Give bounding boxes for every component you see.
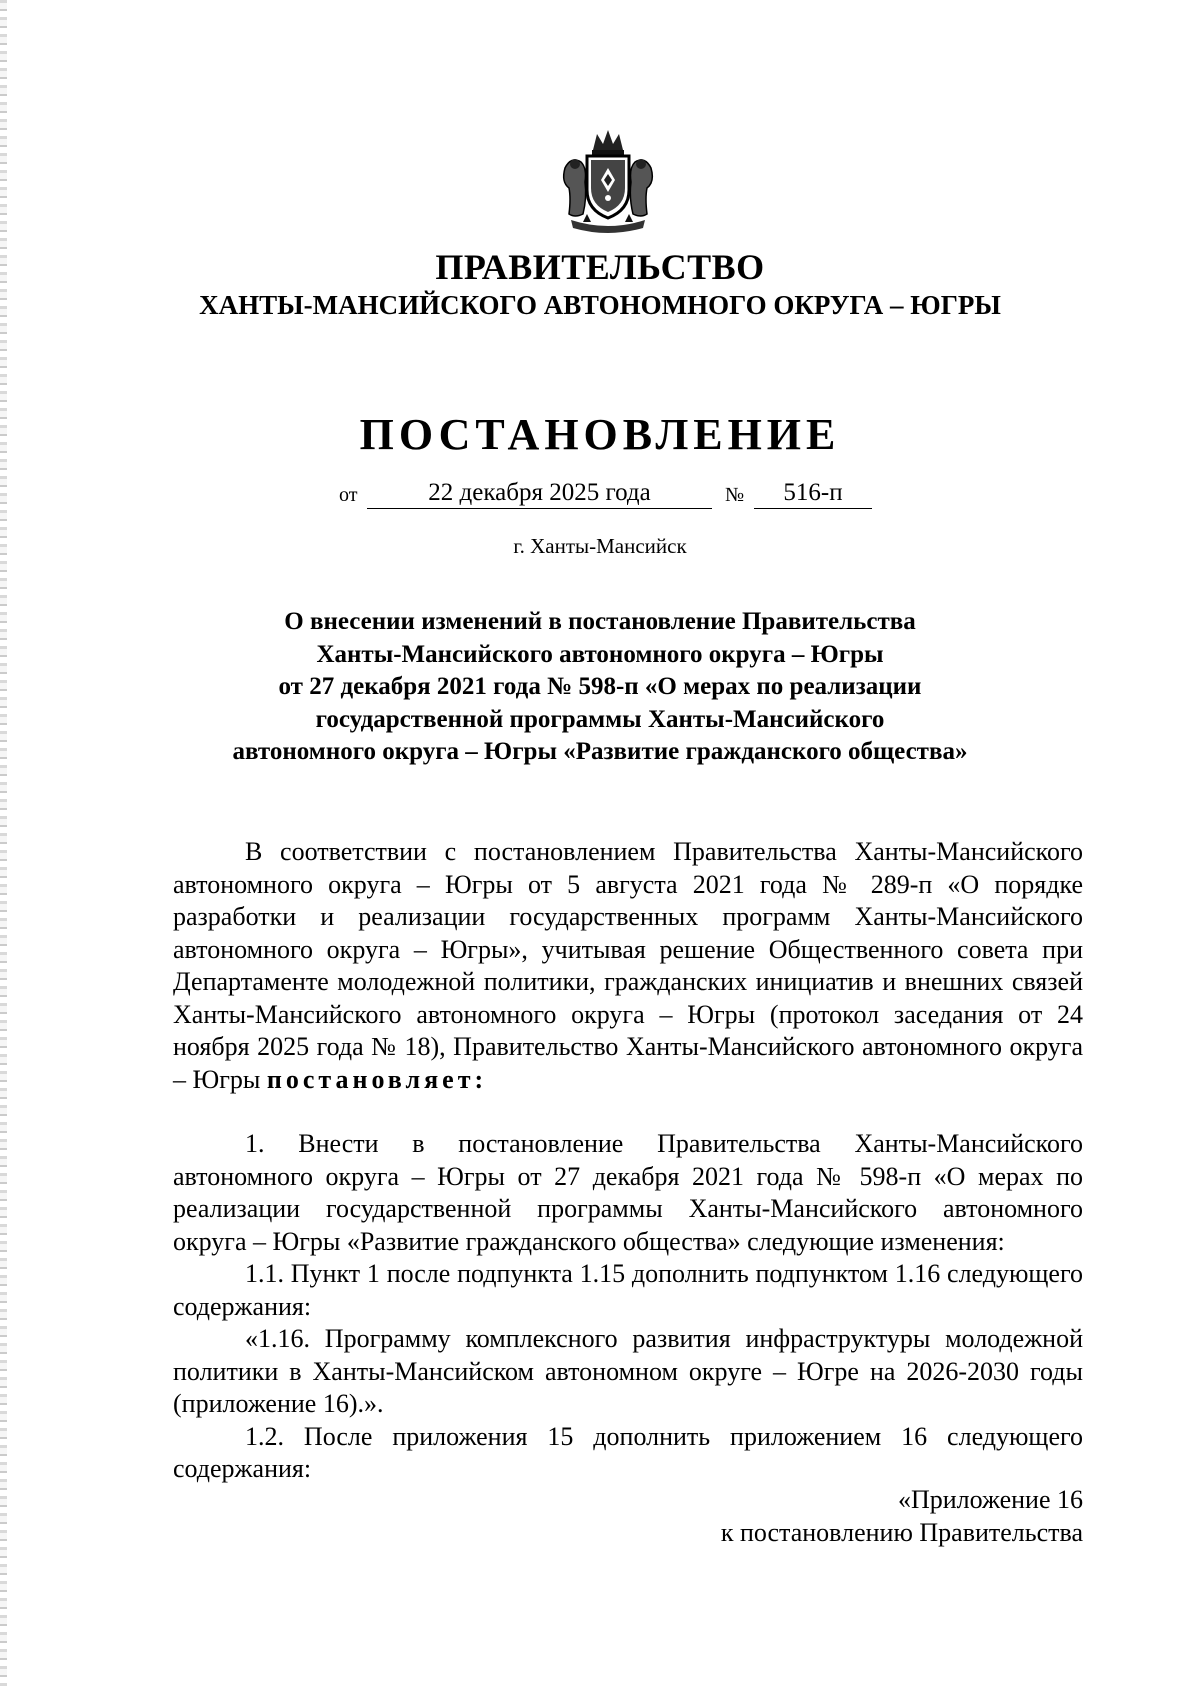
preamble-text: В соответствии с постановлением Правительства Ханты-Мансийского автономного округа – Югры от 5 августа 2021 года № 289-п «О порядке разработки и реализации государственных программ Ханты-Мансийского автономного округа – Югры», учитывая решение Общественного совета при Департаменте молодежной политики, гражданских инициатив и внешних связей Ханты-Мансийского автономного округа – Югры (протокол заседания от 24 ноября 2025 года № 18), Правительство Ханты-Мансийского автономного округа – Югры bbox=[173, 837, 1083, 1094]
city-line: г. Ханты-Мансийск bbox=[513, 534, 687, 558]
item-1-1-paragraph: 1.1. Пункт 1 после подпункта 1.15 дополнить подпунктом 1.16 следующего содержания: bbox=[173, 1259, 1083, 1321]
document-type-heading: ПОСТАНОВЛЕНИЕ bbox=[359, 410, 841, 459]
document-body bbox=[173, 836, 1083, 1486]
title-line: О внесении изменений в постановление Правительства bbox=[284, 608, 916, 635]
appendix-reference bbox=[721, 1484, 1083, 1549]
government-name-line2: ХАНТЫ-МАНСИЙСКОГО АВТОНОМНОГО ОКРУГА – ЮГРЫ bbox=[199, 290, 1001, 320]
government-name-line1: ПРАВИТЕЛЬСТВО bbox=[435, 247, 765, 287]
document-date: 22 декабря 2025 года bbox=[367, 478, 712, 509]
appendix-line: к постановлению Правительства bbox=[720, 1517, 1083, 1547]
item-1-16-paragraph: «1.16. Программу комплексного развития инфраструктуры молодежной политики в Ханты-Мансийском автономном округе – Югре на 2026-2030 годы (приложение 16).». bbox=[173, 1324, 1083, 1418]
decree-word: постановляет: bbox=[266, 1064, 488, 1094]
preamble-paragraph bbox=[173, 836, 1083, 1096]
title-line: автономного округа – Югры «Развитие гражданского общества» bbox=[232, 738, 968, 765]
item-1-2-paragraph: 1.2. После приложения 15 дополнить приложением 16 следующего содержания: bbox=[173, 1421, 1083, 1483]
khanty-mansi-coat-of-arms-icon bbox=[557, 128, 659, 236]
date-prefix: от bbox=[339, 484, 358, 506]
appendix-line: «Приложение 16 bbox=[897, 1485, 1083, 1514]
title-line: государственной программы Ханты-Мансийского bbox=[315, 705, 885, 733]
title-line: Ханты-Мансийского автономного округа – Югры bbox=[316, 640, 884, 668]
document-title bbox=[170, 606, 1030, 769]
item-1-paragraph: 1. Внести в постановление Правительства Ханты-Мансийского автономного округа – Югры от 27 декабря 2021 года № 598-п «О мерах по реализации государственной программы Ханты-Мансийского автономного округа – Югры «Развитие гражданского общества» следующие изменения: bbox=[173, 1129, 1083, 1256]
document-number: 516-п bbox=[754, 478, 872, 509]
number-prefix: № bbox=[725, 484, 745, 506]
title-line: от 27 декабря 2021 года № 598-п «О мерах по реализации bbox=[278, 673, 922, 700]
